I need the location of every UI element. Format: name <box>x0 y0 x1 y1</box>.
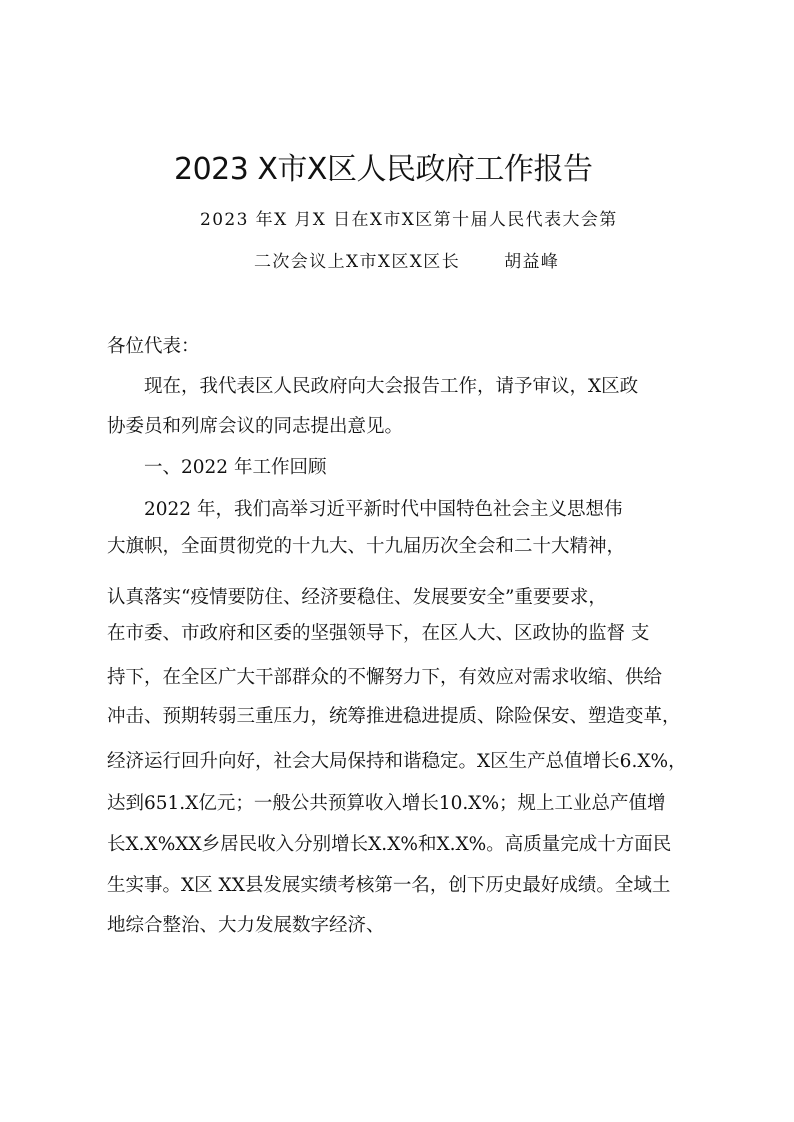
salutation: 各位代表： <box>107 336 200 357</box>
section-heading: 一、2022 年工作回顾 <box>107 457 327 478</box>
body-line: 达到651.X亿元；一般公共预算收入增长10.X%；规上工业总产值增 <box>107 793 666 814</box>
body-line: 协委员和列席会议的同志提出意见。 <box>107 416 404 437</box>
body-line: 地综合整治、大力发展数字经济、 <box>107 915 385 936</box>
body-line: 持下，在全区广大干部群众的不懈努力下，有效应对需求收缩、供给 <box>107 667 663 688</box>
body-line: 经济运行回升向好，社会大局保持和谐稳定。X区生产总值增长6.X%， <box>107 751 687 772</box>
report-title: 2023 X市X区人民政府工作报告 <box>174 152 593 187</box>
body-line: 长X.X%XX乡居民收入分别增长X.X%和X.X%。高质量完成十方面民 <box>107 834 672 855</box>
subtitle-line-1: 2023 年X 月X 日在X市X区第十届人民代表大会第 <box>200 210 618 230</box>
body-line: 大旗帜，全面贯彻党的十九大、十九届历次全会和二十大精神， <box>107 536 626 557</box>
subtitle-line-2 <box>254 250 559 274</box>
body-line: 生实事。X区 XX县发展实绩考核第一名，创下历史最好成绩。全域土 <box>107 875 671 896</box>
body-line: 在市委、市政府和区委的坚强领导下，在区人大、区政协的监督 支 <box>107 623 650 644</box>
subtitle-meeting-role: 二次会议上X市X区X区长 <box>254 252 461 272</box>
body-line: 冲击、预期转弱三重压力，统筹推进稳进提质、除险保安、塑造变革， <box>107 706 681 727</box>
body-line: 2022 年，我们高举习近平新时代中国特色社会主义思想伟 <box>107 499 623 520</box>
body-line: 认真落实“疫情要防住、经济要稳住、发展要安全”重要要求， <box>107 587 607 608</box>
body-line: 现在，我代表区人民政府向大会报告工作，请予审议，X区政 <box>107 376 639 397</box>
speaker-name: 胡益峰 <box>504 252 560 272</box>
